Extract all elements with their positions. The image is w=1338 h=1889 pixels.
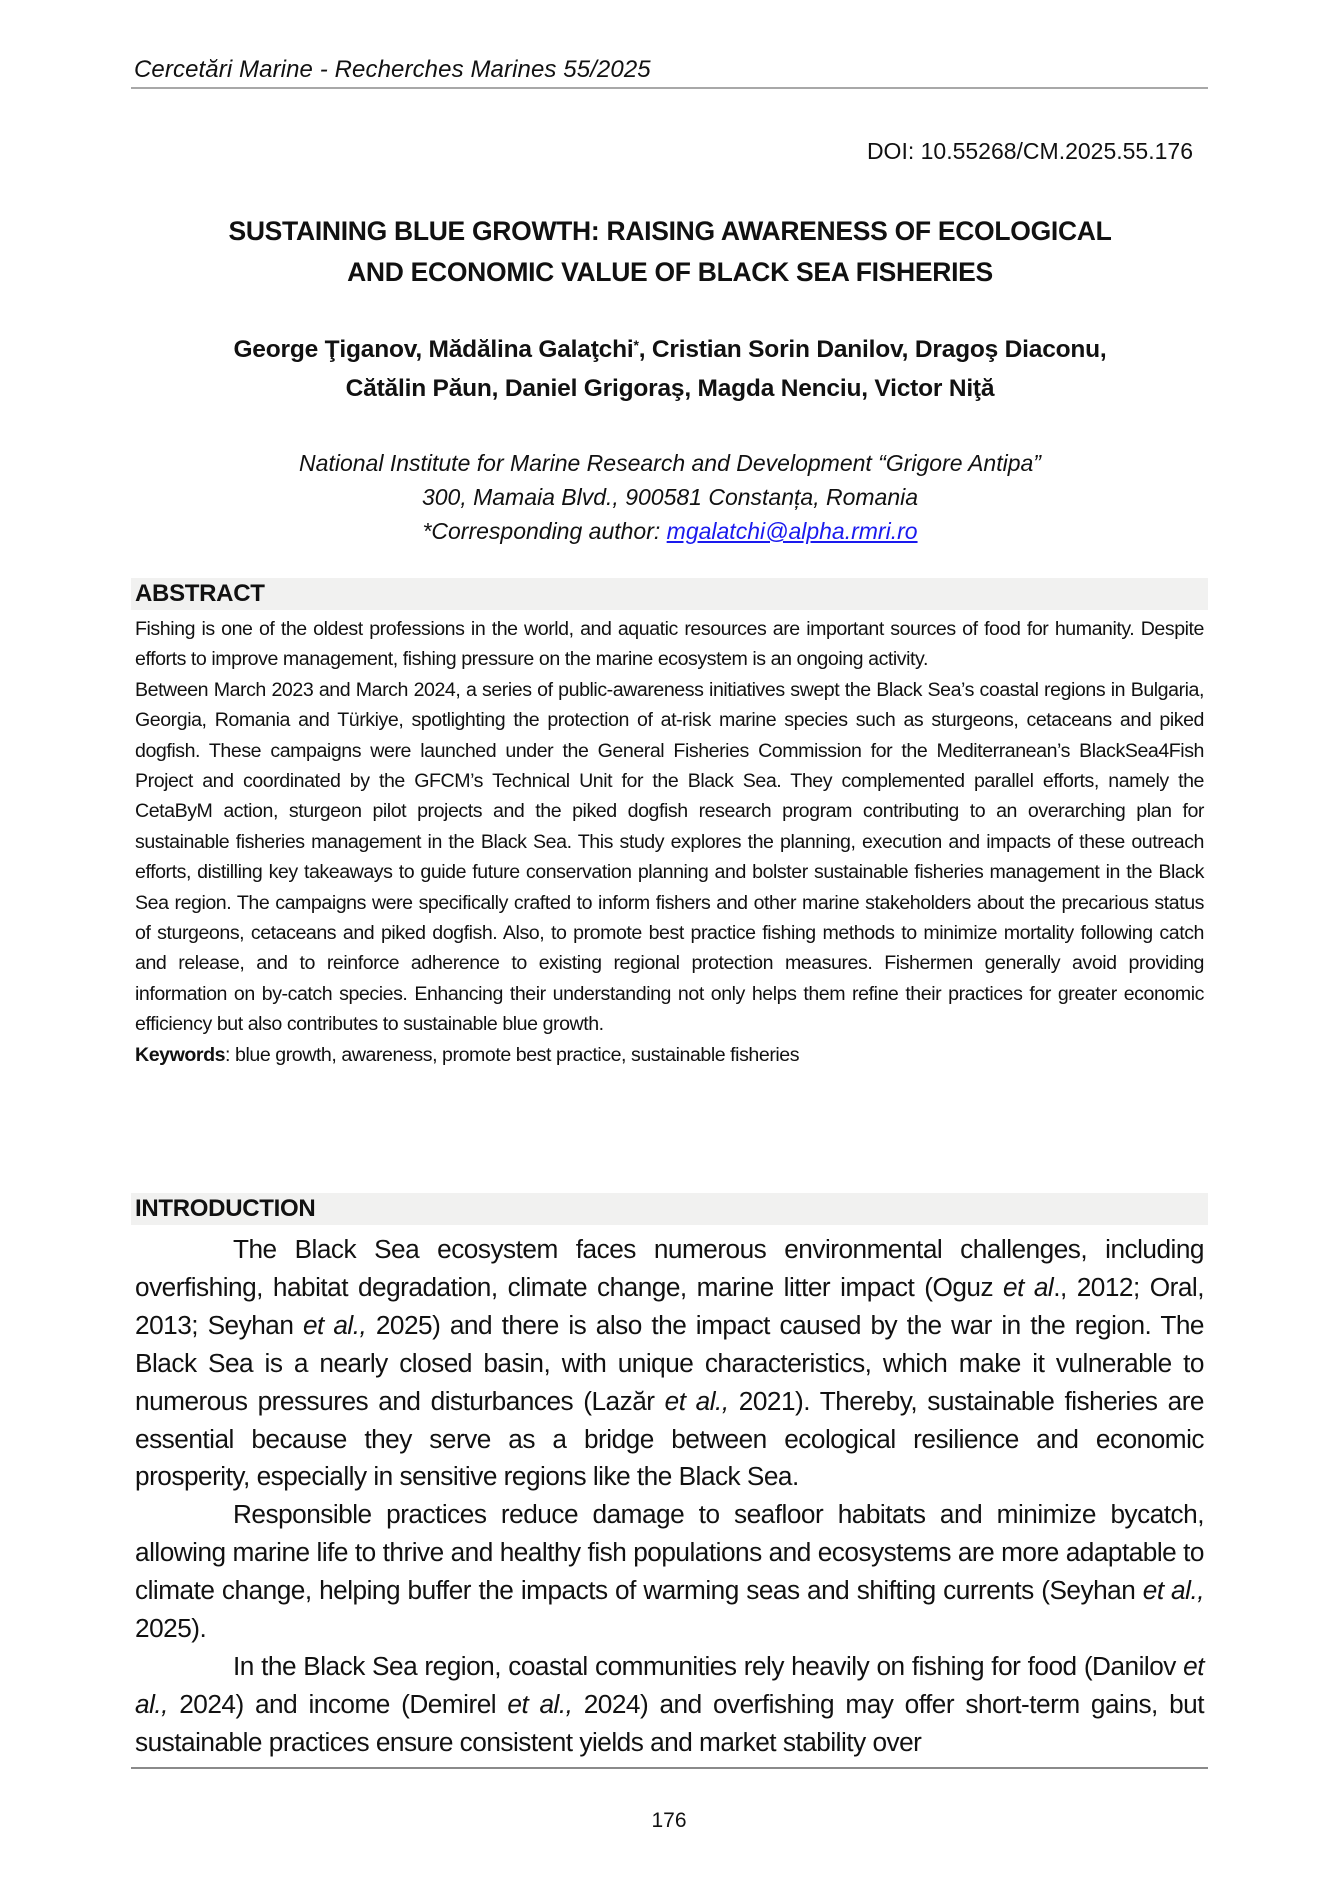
title-line-1: SUSTAINING BLUE GROWTH: RAISING AWARENESS OF ECOLOGICAL (228, 216, 1112, 246)
intro-p3-text-2: 2024) and income (Demirel (167, 1688, 508, 1719)
corresponding-author-label: *Corresponding author: (422, 518, 667, 544)
title-line-2: AND ECONOMIC VALUE OF BLACK SEA FISHERIES (347, 257, 993, 287)
abstract-heading-bar (131, 578, 1208, 610)
intro-p1-citation-etal-3: et al., (664, 1385, 729, 1416)
intro-p1-text-3: 2025) and there is also the impact caused by the war in the region. The Black Sea is a nearly closed basin, with unique characteristics, which make it vulnerable to numerous pressures and disturbances (Lazăr (135, 1309, 1204, 1416)
author-list (150, 330, 1190, 408)
page-number: 176 (651, 1809, 687, 1832)
intro-p3-citation-etal-1: et al., (135, 1650, 1204, 1719)
author-line-1 (150, 330, 1190, 369)
keywords-text: : blue growth, awareness, promote best practice, sustainable fisheries (225, 1043, 800, 1066)
intro-p1-text-2: ., 2012; Oral, 2013; Seyhan (135, 1271, 1204, 1340)
abstract-body (135, 614, 1204, 1070)
keywords-line (135, 1040, 1204, 1070)
corresponding-author-marker: * (633, 337, 639, 353)
intro-p3-text-1: In the Black Sea region, coastal communities rely heavily on fishing for food (Danilov (233, 1650, 1184, 1681)
institute-address: 300, Mamaia Blvd., 900581 Constanța, Romania (421, 484, 919, 510)
intro-p1-text-4: 2021). Thereby, sustainable fisheries are essential because they serve as a bridge between ecological resilience and economic prosperity, especially in sensitive regions like the Black Sea. (135, 1385, 1204, 1492)
authors-part-b: , Cristian Sorin Danilov, Dragoş Diaconu, (638, 336, 1107, 363)
intro-p2-text-2: 2025). (135, 1613, 207, 1644)
intro-p3-citation-etal-2: et al., (507, 1688, 573, 1719)
keywords-label: Keywords (135, 1043, 226, 1066)
corresponding-author-line (150, 514, 1190, 548)
intro-p1-citation-etal-1: et al (1003, 1271, 1054, 1302)
corresponding-author-email-link[interactable]: mgalatchi@alpha.rmri.ro (666, 518, 918, 544)
abstract-paragraph-1: Fishing is one of the oldest professions in the world, and aquatic resources are important sources of food for humanity. Despite efforts to improve management, fishing pressure on the marine ecosystem is an ongoing activity. (135, 618, 1204, 671)
paper-title (150, 211, 1190, 293)
intro-p1-text-1: The Black Sea ecosystem faces numerous environmental challenges, including overfishing, habitat degradation, climate change, marine litter impact (Oguz (135, 1234, 1204, 1302)
footer-divider (131, 1767, 1208, 1769)
intro-paragraph-1 (135, 1231, 1204, 1496)
intro-p2-citation-etal-1: et al., (1142, 1575, 1204, 1606)
authors-part-a: George Ţiganov, Mădălina Galaţchi (233, 336, 634, 363)
intro-p2-text-1: Responsible practices reduce damage to seafloor habitats and minimize bycatch, allowing marine life to thrive and healthy fish populations and ecosystems are more adaptable to climate change, helping buffer the impacts of warming seas and shifting currents (Seyhan (135, 1499, 1204, 1606)
affiliation-block (150, 446, 1190, 548)
introduction-heading: INTRODUCTION (135, 1195, 316, 1222)
intro-p3-text-3: 2024) and overfishing may offer short-term gains, but sustainable practices ensure consistent yields and market stability over (135, 1688, 1204, 1757)
intro-p1-citation-etal-2: et al., (302, 1309, 367, 1340)
header-divider (131, 87, 1208, 89)
abstract-paragraph-2: Between March 2023 and March 2024, a series of public-awareness initiatives swept the Black Sea’s coastal regions in Bulgaria, Georgia, Romania and Türkiye, spotlighting the protection of at-risk marine species such as sturgeons, cetaceans and piked dogfish. These campaigns were launched under the General Fisheries Commission for the Mediterranean’s BlackSea4Fish Project and coordinated by the GFCM’s Technical Unit for the Black Sea. They complemented parallel efforts, namely the CetaByM action, sturgeon pilot projects and the piked dogfish research program contributing to an overarching plan for sustainable fisheries management in the Black Sea. This study explores the planning, execution and impacts of these outreach efforts, distilling key takeaways to guide future conservation planning and bolster sustainable fisheries management in the Black Sea region. The campaigns were specifically crafted to inform fishers and other marine stakeholders about the precarious status of sturgeons, cetaceans and piked dogfish. Also, to promote best practice fishing methods to minimize mortality following catch and release, and to reinforce adherence to existing regional protection measures. Fishermen generally avoid providing information on by-catch species. Enhancing their understanding not only helps them refine their practices for greater economic efficiency but also contributes to sustainable blue growth. (135, 678, 1204, 1036)
intro-paragraph-3 (135, 1648, 1204, 1762)
abstract-heading: ABSTRACT (135, 580, 265, 607)
author-line-2: Cătălin Păun, Daniel Grigoraş, Magda Nenciu, Victor Niţă (345, 375, 995, 402)
journal-running-head: Cercetări Marine - Recherches Marines 55/2025 (134, 56, 651, 83)
institute-name: National Institute for Marine Research and Development “Grigore Antipa” (299, 450, 1041, 476)
introduction-body (135, 1231, 1204, 1762)
intro-paragraph-2 (135, 1496, 1204, 1648)
doi-label: DOI: 10.55268/CM.2025.55.176 (866, 138, 1193, 164)
